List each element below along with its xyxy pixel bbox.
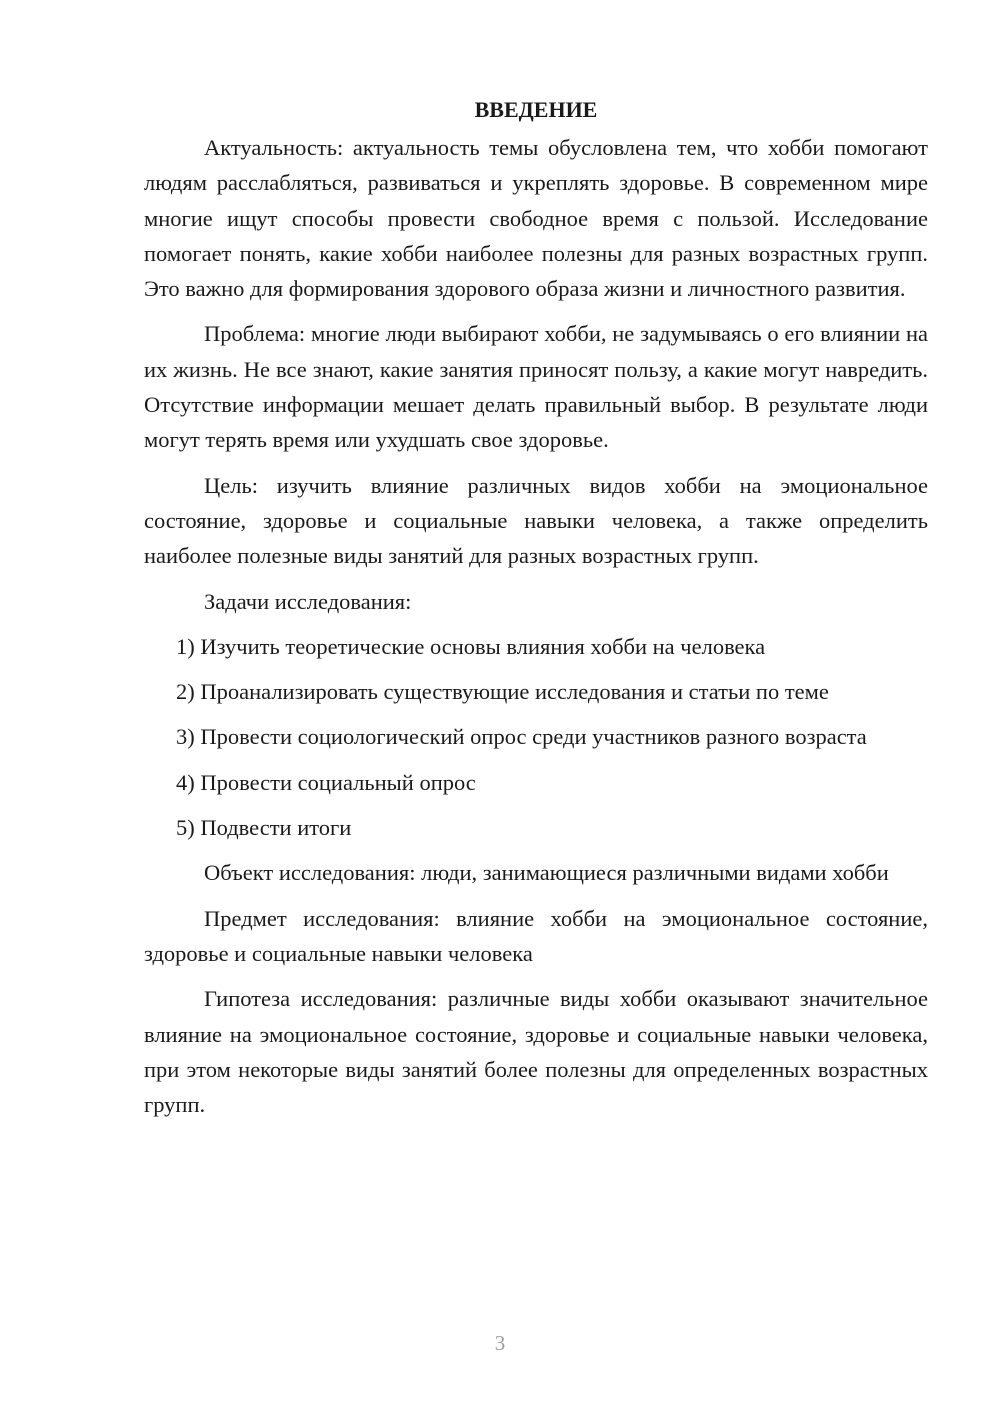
task-item: 3) Провести социологический опрос среди участников разного возраста bbox=[176, 724, 867, 750]
object-paragraph: Объект исследования: люди, занимающиеся различными видами хобби bbox=[204, 860, 889, 886]
goal-paragraph: Цель: изучить влияние различных видов хобби на эмоциональное состояние, здоровье и социальные навыки человека, а также определить наиболее полезные виды занятий для разных возрастных групп. bbox=[144, 472, 928, 569]
task-item: 1) Изучить теоретические основы влияния хобби на человека bbox=[176, 633, 766, 659]
body-text bbox=[144, 90, 928, 1122]
task-item: 4) Провести социальный опрос bbox=[176, 769, 476, 795]
tasks-list bbox=[144, 629, 928, 845]
hypothesis-paragraph: Гипотеза исследования: различные виды хобби оказывают значительное влияние на эмоциональное состояние, здоровье и социальные навыки человека, при этом некоторые виды занятий более полезны для определенных возрастных групп. bbox=[144, 986, 928, 1118]
tasks-title: Задачи исследования: bbox=[204, 588, 412, 614]
task-item: 2) Проанализировать существующие исследования и статьи по теме bbox=[176, 679, 829, 705]
subject-paragraph: Предмет исследования: влияние хобби на эмоциональное состояние, здоровье и социальные навыки человека bbox=[144, 905, 928, 966]
page-number: 3 bbox=[494, 1331, 506, 1355]
relevance-paragraph: Актуальность: актуальность темы обусловлена тем, что хобби помогают людям расслабляться, развиваться и укреплять здоровье. В современном мире многие ищут способы провести свободное время с пользой. Исследование помогает понять, какие хобби наиболее полезны для разных возрастных групп. Это важно для формирования здорового образа жизни и личностного развития. bbox=[144, 135, 928, 302]
task-item: 5) Подвести итоги bbox=[176, 815, 352, 841]
problem-paragraph: Проблема: многие люди выбирают хобби, не задумываясь о его влиянии на их жизнь. Не все знают, какие занятия приносят пользу, а какие могут навредить. Отсутствие информации мешает делать правильный выбор. В результате люди могут терять время или ухудшать свое здоровье. bbox=[144, 321, 928, 453]
section-heading: ВВЕДЕНИЕ bbox=[474, 97, 598, 122]
